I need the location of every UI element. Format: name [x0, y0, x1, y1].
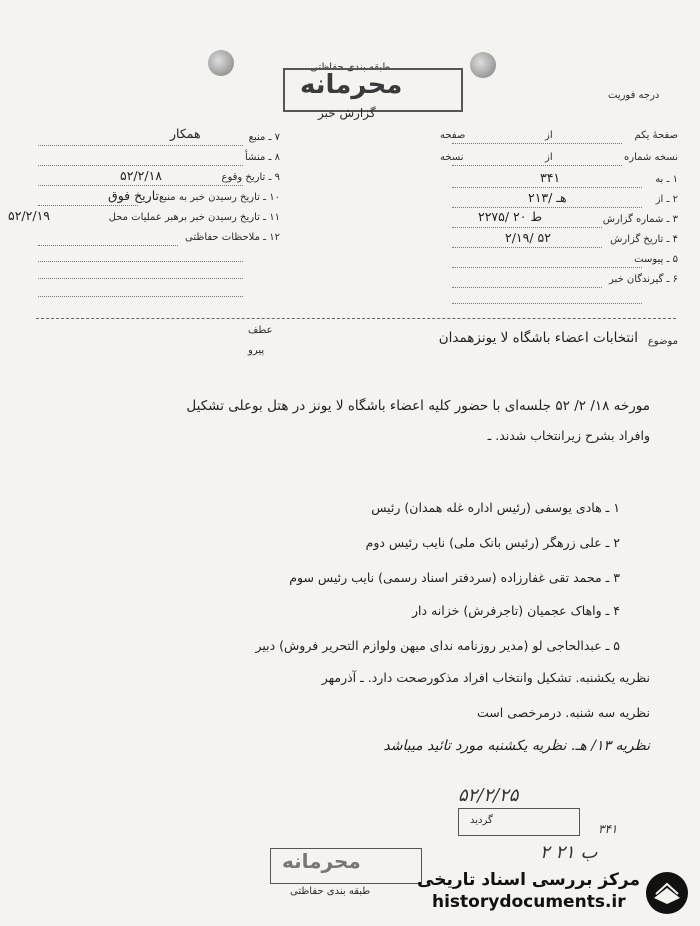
punch-hole-right [470, 52, 496, 78]
watermark [417, 868, 692, 918]
copy-number-mid: از [545, 152, 553, 163]
watermark-url: historydocuments.ir [432, 892, 626, 912]
source-value: همکار [170, 126, 201, 141]
member-5: ۵ ـ عبدالحاجی لو (مدیر روزنامه ندای میهن ولوازم التحریر فروش) دبیر [255, 638, 620, 653]
stamp-title: محرمانه [300, 70, 403, 100]
field-to-label: ۱ ـ به [655, 174, 678, 185]
ops-received-label: ۱۱ ـ تاریخ رسیدن خبر برهبر عملیات محل [108, 212, 280, 223]
opinion-13h: نظریه ۱۳/ هـ. نظریه یکشنبه مورد تائید میباشد [383, 738, 650, 754]
page-of-mid: از [545, 130, 553, 141]
priority-label: درجه فوریت [608, 90, 660, 101]
occurrence-date-value: ۵۲/۲/۱۸ [120, 168, 162, 183]
origin-label: ۸ ـ منشأ [244, 152, 280, 163]
member-3: ۳ ـ محمد تقی غفارزاده (سردفتر اسناد رسمی) نایب رئیس سوم [289, 570, 620, 585]
opinion-sunday: نظریه یکشنبه. تشکیل وانتخاب افراد مذکورصحت دارد. ـ آذرمهر [321, 670, 650, 685]
security-notes-label: ۱۲ ـ ملاحظات حفاظتی [185, 232, 280, 243]
member-1: ۱ ـ هادی یوسفی (رئیس اداره غله همدان) رئیس [371, 500, 620, 515]
report-number-label: ۳ ـ شماره گزارش [602, 214, 678, 225]
field-from-value: ۲۱۳/ هـ [528, 190, 567, 205]
punch-hole-left [208, 50, 234, 76]
atf-label: عطف [248, 325, 273, 336]
subject-label: موضوع [647, 336, 678, 347]
opinion-tuesday: نظریه سه شنبه. درمرخصی است [477, 705, 650, 720]
footer-stamp-title: محرمانه [282, 849, 361, 873]
field-to-value: ۳۴۱ [540, 170, 561, 185]
field-from-label: ۲ ـ از [655, 194, 678, 205]
attachment-label: ۵ ـ پیوست [634, 254, 678, 265]
watermark-name: مرکز بررسی اسناد تاریخی [417, 870, 640, 890]
body-line-2: وافراد بشرح زیرانتخاب شدند. ـ [487, 428, 650, 443]
occurrence-date-label: ۹ ـ تاریخ وقوع [221, 172, 280, 183]
copy-number-unit: نسخه [440, 152, 464, 163]
recipients-label: ۶ ـ گیرندگان خبر [608, 274, 678, 285]
pairo-label: پیرو [248, 345, 265, 356]
member-4: ۴ ـ واهاک عجمیان (تاجرفرش) خزانه دار [412, 603, 620, 618]
footer-stamp-sub: طبقه بندی حفاظتی [290, 886, 371, 897]
ops-received-value: ۵۲/۲/۱۹ [8, 208, 50, 223]
book-icon [644, 870, 690, 916]
handwritten-code: ۲ ب ۲۱ [540, 842, 598, 863]
report-date-value: ۲/۱۹/ ۵۲ [505, 230, 551, 245]
copy-number-label: نسخه شماره [624, 152, 678, 163]
stamp-top-label: طبقه بندی حفاظتی [310, 62, 391, 73]
receipt-text: گردید [470, 815, 493, 826]
source-received-label: ۱۰ ـ تاریخ رسیدن خبر به منبع [158, 192, 280, 203]
stamp-subtitle: گزارش خبر [318, 106, 376, 120]
header-separator [36, 318, 676, 319]
member-2: ۲ ـ علی زرهگر (رئیس بانک ملی) نایب رئیس دوم [365, 535, 620, 550]
report-number-value: ۲۲۷۵/ ۲۰ ط [478, 209, 543, 224]
page-of-label: صفحهٔ یکم [634, 130, 678, 141]
source-label: ۷ ـ منبع [248, 132, 280, 143]
handwritten-date: ۵۲/۲/۲۵ [458, 785, 519, 806]
page-of-unit: صفحه [440, 130, 466, 141]
report-date-label: ۴ ـ تاریخ گزارش [610, 234, 678, 245]
subject-text: انتخابات اعضاء باشگاه لا یونزهمدان [438, 330, 638, 346]
source-received-value: تاریخ فوق [108, 188, 159, 203]
body-line-1: مورخه ۱۸/ ۲/ ۵۲ جلسه‌ای با حضور کلیه اعضاء باشگاه لا یونز در هتل بوعلی تشکیل [186, 398, 650, 414]
handwritten-ref: ۳۴۱ [598, 822, 618, 836]
